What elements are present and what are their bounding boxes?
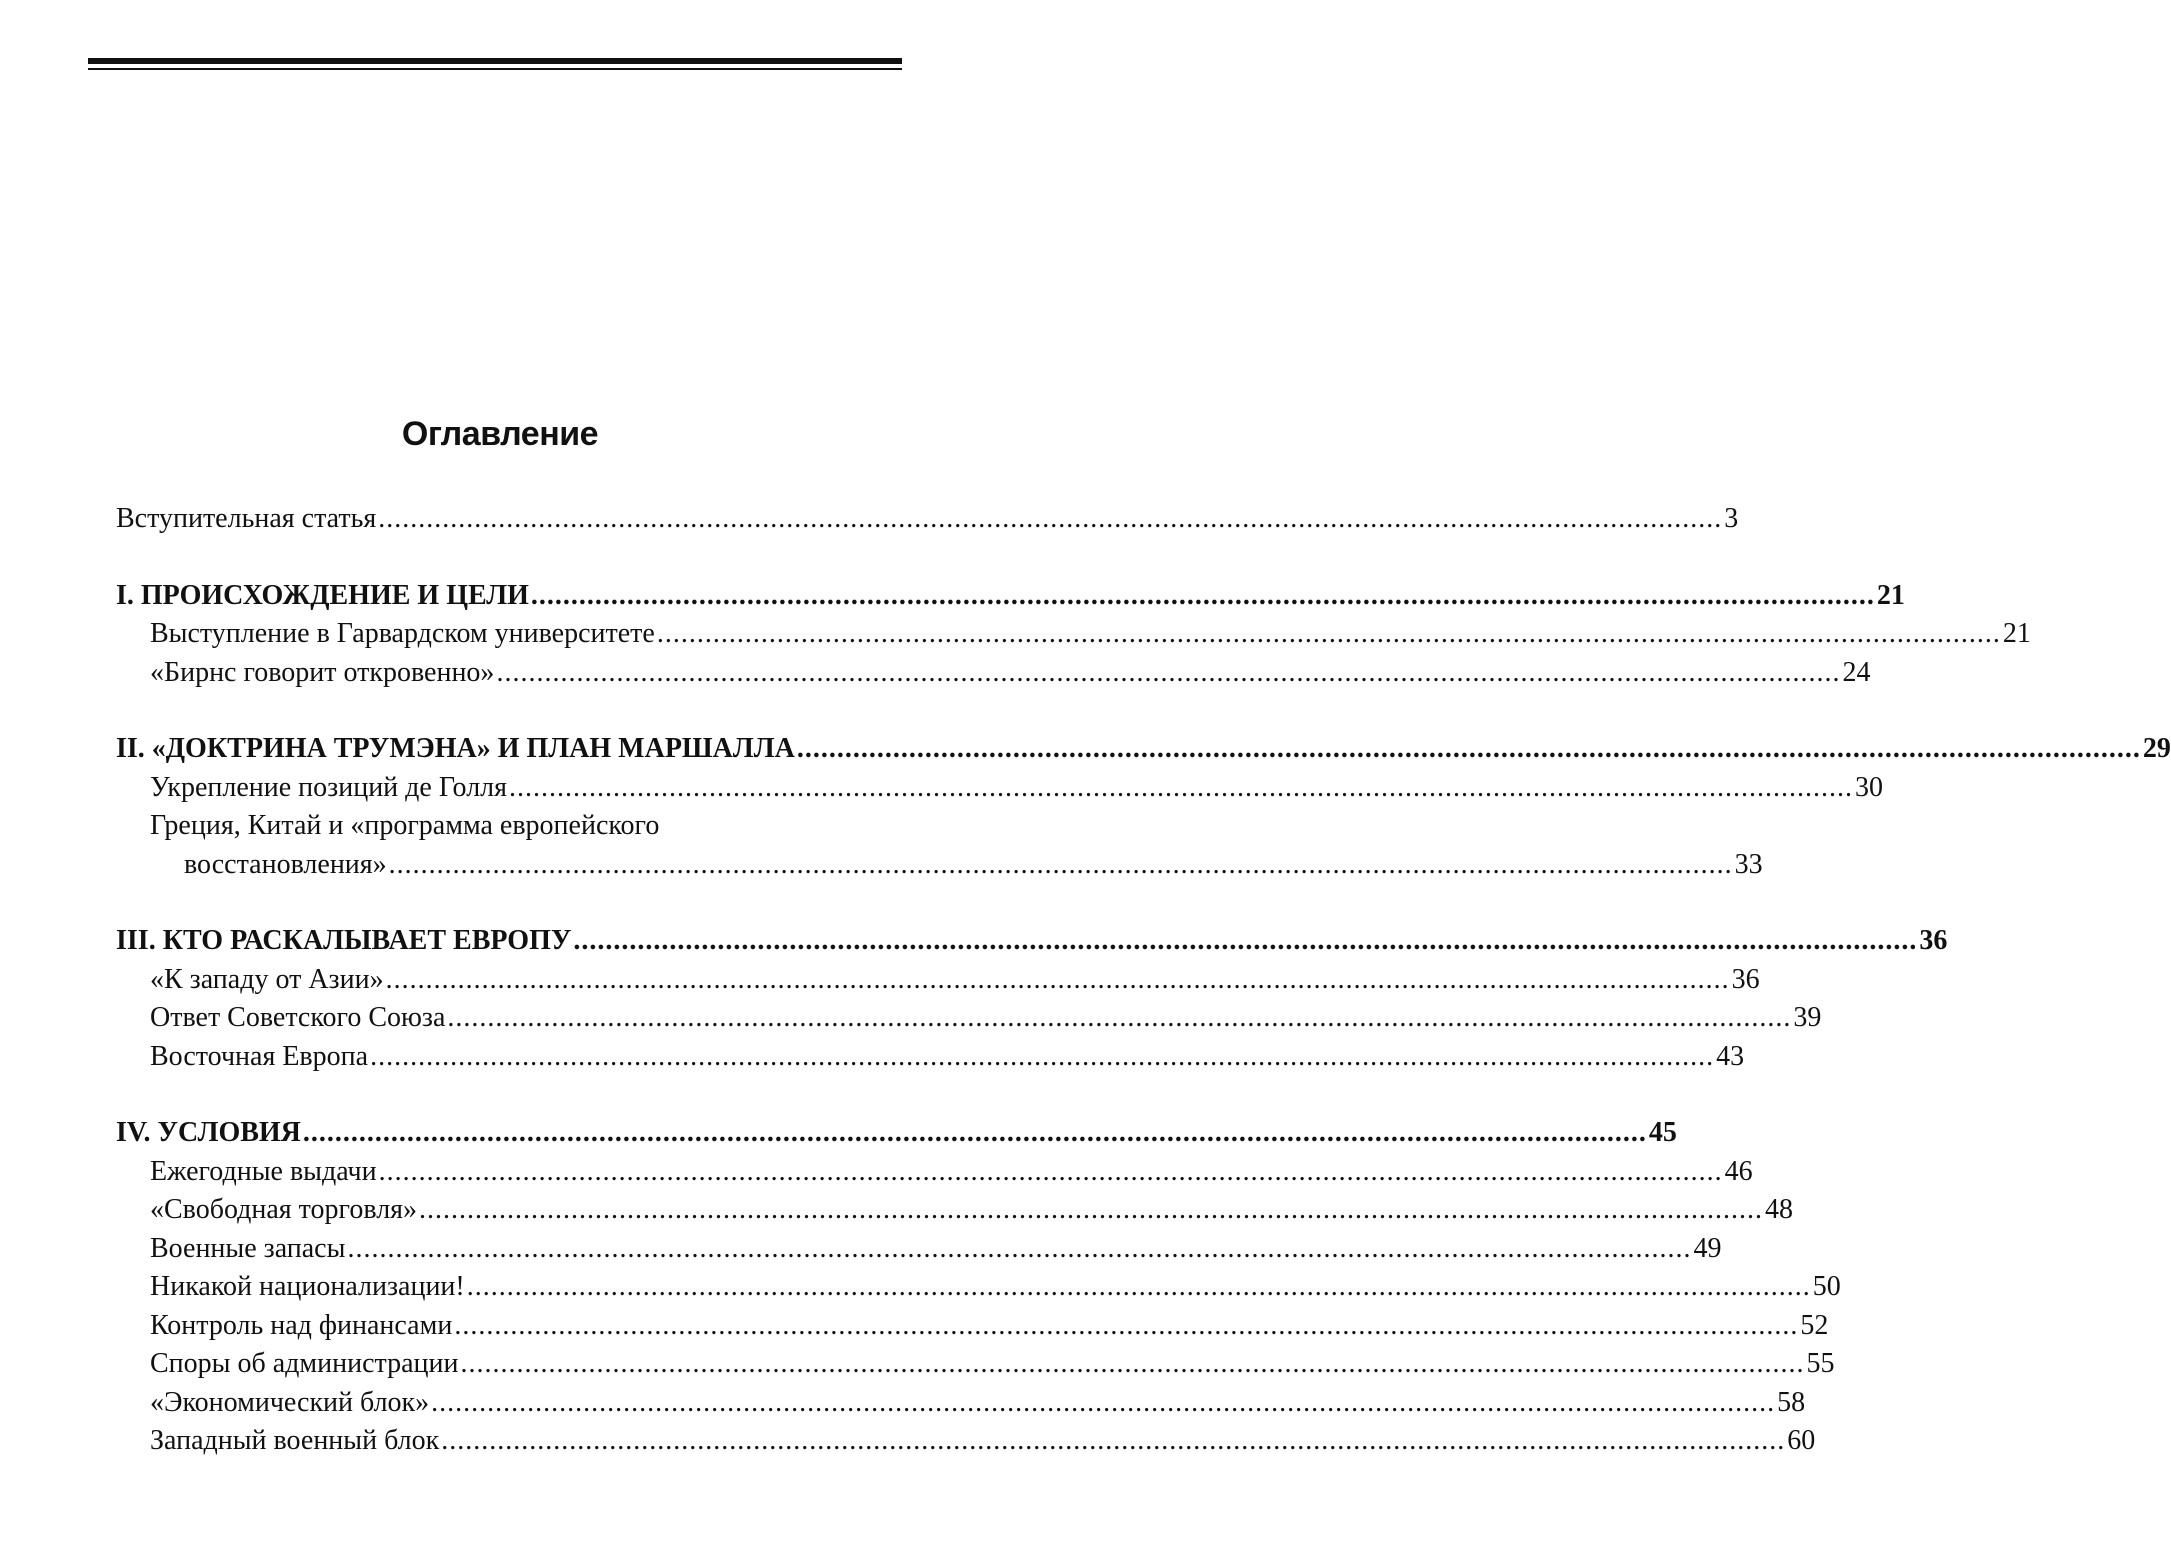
toc-entry-title: «К западу от Азии» [150, 963, 384, 995]
toc-leader-dots: ........................................................................................................................................................................ [466, 1271, 1811, 1302]
toc-entry-line2 [116, 846, 1763, 885]
toc-spacer [116, 692, 902, 730]
toc-spacer [116, 539, 902, 577]
toc-page-number: 36 [1731, 963, 1760, 995]
toc-page-number: 60 [1787, 1425, 1816, 1456]
toc-entry-title: Ежегодные выдачи [150, 1155, 377, 1187]
toc-leader-dots: ........................................................................................................................................................................ [447, 1002, 1792, 1033]
toc-leader-dots: ........................................................................................................................................................................ [347, 1232, 1692, 1264]
toc-leader-dots: ........................................................................................................................................................................ [370, 1040, 1715, 1072]
toc-leader-dots: ........................................................................................................................................................................ [796, 733, 2141, 764]
toc-entry [116, 1191, 1794, 1230]
toc-page-number: 46 [1724, 1155, 1753, 1187]
toc-leader-dots: ........................................................................................................................................................................ [378, 1155, 1723, 1187]
toc-page-number: 21 [1876, 579, 1905, 611]
toc-chapter-3 [116, 922, 1948, 961]
header-rule-thin [88, 68, 902, 70]
toc-spacer [116, 884, 902, 922]
toc-leader-dots: ........................................................................................................................................................................ [530, 579, 1875, 611]
toc-entry-title: Никакой национализации! [150, 1271, 465, 1302]
toc-page-number: 29 [2142, 733, 2171, 764]
toc-page-number: 39 [1793, 1002, 1822, 1033]
toc-entry-title: Вступительная статья [116, 503, 377, 534]
toc-chapter-4 [116, 1114, 1677, 1153]
toc-leader-dots: ........................................................................................................................................................................ [378, 503, 1723, 534]
toc-leader-dots: ........................................................................................................................................................................ [656, 618, 2001, 649]
toc-entry-title: «Бирнс говорит откровенно» [150, 656, 495, 688]
toc-chapter-title: I. ПРОИСХОЖДЕНИЕ И ЦЕЛИ [116, 579, 529, 611]
toc-entry-title: Греция, Китай и «программа европейского [150, 810, 660, 841]
toc-entry-intro [116, 500, 1739, 539]
toc-page-number: 52 [1800, 1309, 1829, 1341]
toc-entry [116, 1422, 1816, 1461]
toc-entry [116, 999, 1822, 1038]
toc-entry-title: «Свободная торговля» [150, 1194, 418, 1225]
toc-leader-dots: ........................................................................................................................................................................ [496, 656, 1841, 688]
toc-entry-title: Военные запасы [150, 1232, 346, 1264]
toc-entry [116, 1153, 1753, 1192]
toc-page-number: 50 [1812, 1271, 1841, 1302]
toc-chapter-2 [116, 730, 2171, 769]
toc-entry-title: Ответ Советского Союза [150, 1002, 446, 1033]
page-title: Оглавление [401, 415, 599, 453]
toc-entry [116, 769, 1884, 808]
toc-entry [116, 1268, 1841, 1307]
toc-page-number: 49 [1693, 1232, 1722, 1264]
toc-entry [116, 1230, 1722, 1269]
toc-entry [116, 615, 2031, 654]
toc-leader-dots: ........................................................................................................................................................................ [385, 963, 1730, 995]
toc-leader-dots: ........................................................................................................................................................................ [388, 848, 1733, 880]
toc-page-number: 30 [1855, 771, 1884, 803]
toc-page-number: 43 [1716, 1040, 1745, 1072]
toc-page-number: 33 [1734, 848, 1763, 880]
toc-chapter-title: IV. УСЛОВИЯ [116, 1117, 301, 1148]
toc-chapter-title: II. «ДОКТРИНА ТРУМЭНА» И ПЛАН МАРШАЛЛА [116, 733, 795, 764]
toc-leader-dots: ........................................................................................................................................................................ [454, 1309, 1799, 1341]
toc-chapter-1 [116, 577, 1905, 616]
toc-entry [116, 961, 1760, 1000]
toc-page-number: 48 [1765, 1194, 1794, 1225]
toc-page-number: 36 [1919, 925, 1948, 956]
toc-entry-title: Споры об администрации [150, 1348, 459, 1379]
toc-entry-line1 [116, 807, 902, 846]
toc-page-number: 55 [1806, 1348, 1835, 1379]
toc-chapter-title: III. КТО РАСКАЛЫВАЕТ ЕВРОПУ [116, 925, 572, 956]
toc-page-number: 21 [2002, 618, 2031, 649]
toc-entry-title: Контроль над финансами [150, 1309, 453, 1341]
toc-entry [116, 1038, 1745, 1077]
toc-page-number: 58 [1777, 1386, 1806, 1418]
table-of-contents [116, 500, 2171, 1461]
toc-leader-dots: ........................................................................................................................................................................ [509, 771, 1854, 803]
toc-entry-title: Укрепление позиций де Голля [150, 771, 508, 803]
toc-spacer [116, 1076, 902, 1114]
toc-entry [116, 1307, 1829, 1346]
header-rule-thick [88, 58, 902, 64]
toc-leader-dots: ........................................................................................................................................................................ [431, 1386, 1776, 1418]
toc-page-number: 45 [1648, 1117, 1677, 1148]
toc-leader-dots: ........................................................................................................................................................................ [573, 925, 1918, 956]
toc-entry-title: восстановления» [184, 848, 387, 880]
toc-entry [116, 1345, 1835, 1384]
toc-entry [116, 654, 1871, 693]
toc-leader-dots: ........................................................................................................................................................................ [441, 1425, 1786, 1456]
toc-page-number: 3 [1724, 503, 1739, 534]
toc-entry-title: Восточная Европа [150, 1040, 369, 1072]
toc-page-number: 24 [1842, 656, 1871, 688]
toc-entry-title: Выступление в Гарвардском университете [150, 618, 655, 649]
toc-entry [116, 1384, 1806, 1423]
toc-entry-title: Западный военный блок [150, 1425, 440, 1456]
toc-entry-title: «Экономический блок» [150, 1386, 430, 1418]
toc-leader-dots: ........................................................................................................................................................................ [460, 1348, 1805, 1379]
toc-leader-dots: ........................................................................................................................................................................ [419, 1194, 1764, 1225]
toc-leader-dots: ........................................................................................................................................................................ [302, 1117, 1647, 1148]
